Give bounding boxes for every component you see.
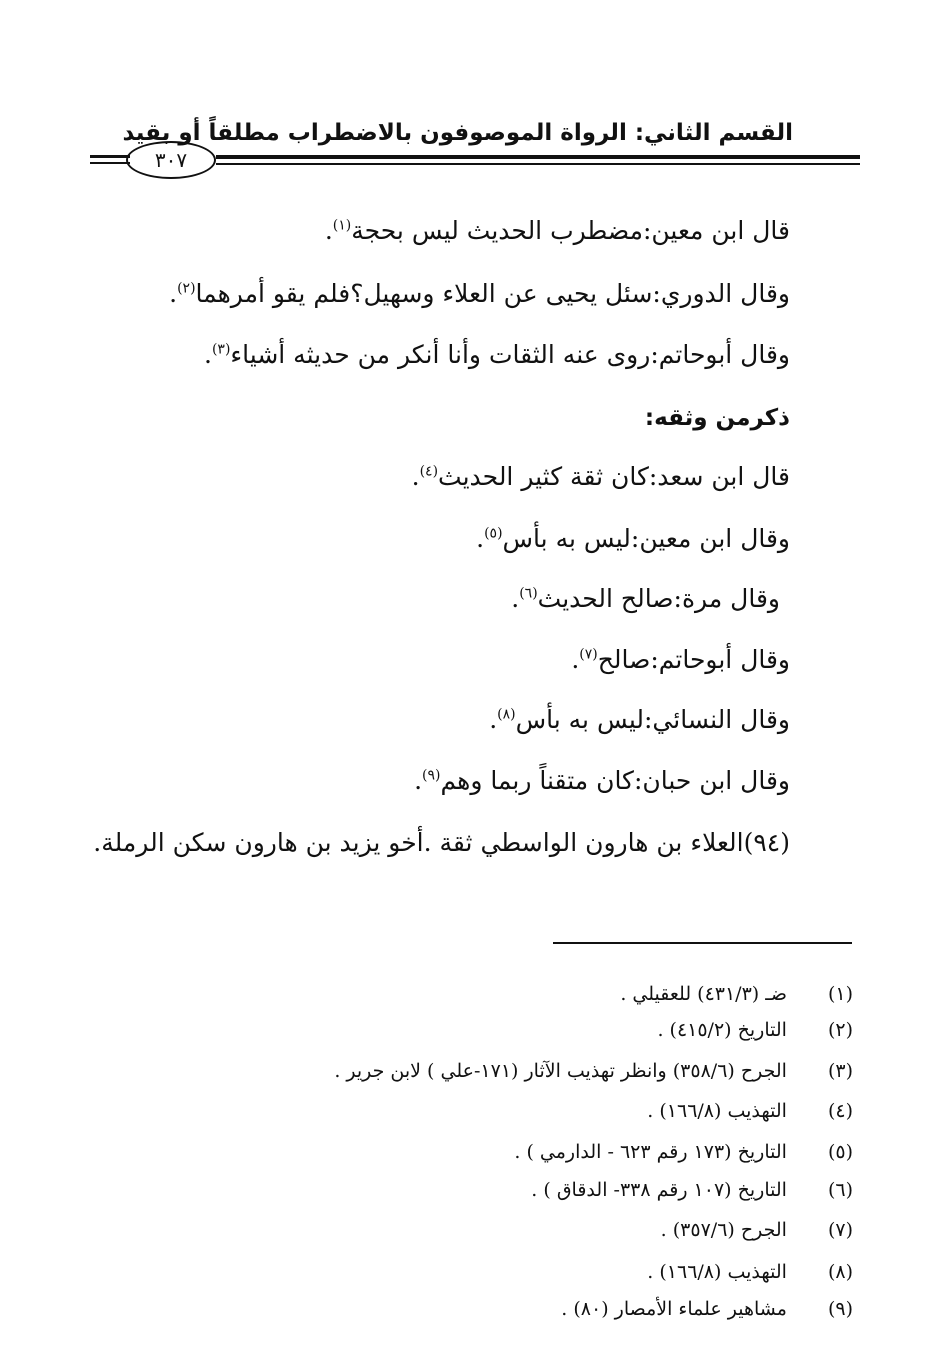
footnote-ref: (١) (332, 217, 352, 234)
footnote-ref: (٦) (519, 585, 538, 602)
header-rule-left-thick (90, 155, 130, 158)
footnote-number: (٢) (827, 1019, 853, 1041)
footnote-text: الجرح (٣٥٧/٦) . (660, 1219, 787, 1241)
footnote (647, 1259, 853, 1285)
line-end: . (411, 462, 420, 491)
entry-line (93, 826, 790, 860)
footnote (514, 1139, 853, 1165)
line-text: (٩٤)العلاء بن هارون الواسطي ثقة .أخو يزيد بن هارون سكن الرملة. (93, 828, 790, 857)
footnote-ref: (٨) (497, 706, 516, 723)
section-heading (645, 401, 790, 435)
footnote-ref: (٩) (422, 767, 441, 784)
line-text: وقال النسائي:ليس به بأس (515, 705, 790, 734)
line-text: وقال ابن حبان:كان متقناً ربما وهم (440, 766, 790, 795)
body-line (169, 277, 790, 311)
footnote-text: ضـ (٤٣١/٣) للعقيلي . (620, 983, 787, 1005)
footnote-ref: (٤) (419, 463, 439, 480)
footnote-number: (٩) (827, 1298, 853, 1320)
footnote-text: الجرح (٣٥٨/٦) وانظر تهذيب الآثار (١٧١-علي ) لابن جرير . (334, 1060, 787, 1082)
page-number: ٣٠٧ (126, 141, 216, 179)
header-rule-left-thin (90, 162, 130, 164)
footnote-number: (٣) (827, 1060, 853, 1082)
line-text: وقال ابن معين:ليس به بأس (502, 524, 790, 553)
body-line (325, 214, 790, 248)
footnote-text: التاريخ (١٠٧ رقم ٣٣٨- الدقاق ) . (531, 1179, 787, 1201)
line-end: . (169, 279, 178, 308)
footnote (661, 1217, 853, 1243)
body-line (476, 522, 790, 556)
footnote-text: مشاهير علماء الأمصار (٨٠) . (561, 1298, 787, 1320)
footnote-number: (٥) (827, 1141, 853, 1163)
footnote-number: (٨) (827, 1261, 853, 1283)
line-text: وقال أبوحاتم:صالح (597, 645, 790, 674)
footnote (561, 1296, 853, 1322)
footnote (334, 1058, 853, 1084)
line-end: . (476, 524, 485, 553)
footnote-ref: (٢) (177, 280, 196, 297)
footnote-separator (553, 942, 852, 944)
line-text: وقال الدوري:سئل يحيى عن العلاء وسهيل؟فلم يقو أمرهما (195, 279, 790, 308)
footnote (657, 1017, 853, 1043)
footnote-number: (١) (827, 983, 853, 1005)
footnote (620, 981, 853, 1007)
footnote-text: التهذيب (١٦٦/٨) . (647, 1261, 787, 1283)
line-text: قال ابن سعد:كان ثقة كثير الحديث (438, 462, 790, 491)
body-line (414, 764, 790, 798)
line-end: . (203, 340, 212, 369)
footnote-ref: (٥) (484, 525, 503, 542)
footnote (531, 1177, 853, 1203)
line-end: . (324, 216, 333, 245)
line-end: . (571, 645, 580, 674)
body-line (571, 643, 790, 677)
line-text: قال ابن معين:مضطرب الحديث ليس بحجة (351, 216, 790, 245)
heading-text: ذكرمن وثقه: (644, 405, 790, 431)
chapter-header-title: القسم الثاني: الرواة الموصوفون بالاضطراب مطلقاً أو بقيد (122, 120, 793, 146)
header-rule-thin (216, 163, 860, 165)
footnote-ref: (٣) (211, 341, 231, 358)
header-rule-thick (216, 155, 860, 159)
line-end: . (414, 766, 423, 795)
footnote-text: التاريخ (١٧٣ رقم ٦٢٣ - الدارمي ) . (514, 1141, 787, 1163)
footnote (647, 1098, 853, 1124)
body-line (511, 582, 780, 616)
body-line (489, 703, 790, 737)
body-line (412, 460, 790, 494)
footnote-number: (٧) (827, 1219, 853, 1241)
body-line (204, 338, 790, 372)
footnote-number: (٤) (827, 1100, 853, 1122)
line-text: وقال مرة:صالح الحديث (537, 584, 780, 613)
footnote-text: التهذيب (١٦٦/٨) . (647, 1100, 787, 1122)
line-end: . (511, 584, 520, 613)
footnote-ref: (٧) (579, 646, 598, 663)
line-text: وقال أبوحاتم:روى عنه الثقات وأنا أنكر من حديثه أشياء (230, 340, 790, 369)
footnote-number: (٦) (827, 1179, 853, 1201)
footnote-text: التاريخ (٤١٥/٢) . (657, 1019, 787, 1041)
line-end: . (489, 705, 498, 734)
